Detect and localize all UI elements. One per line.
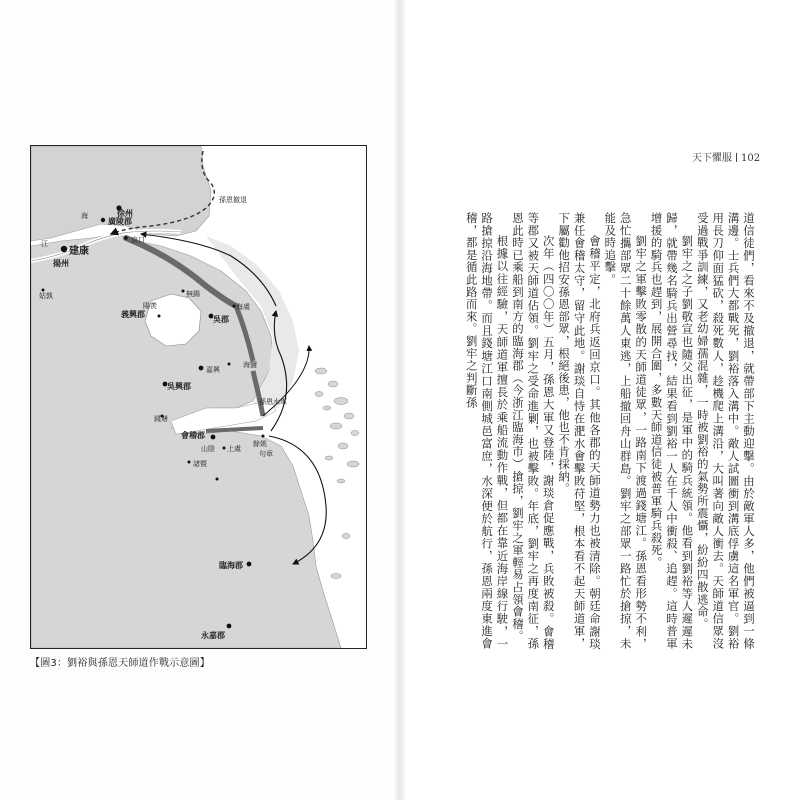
label-yixing-jun: 義興郡 <box>121 310 145 319</box>
label-zhuji: 諸暨 <box>193 460 207 468</box>
paragraph-2: 劉牢之之子劉敬宣也隨父出征，是軍中的騎兵統領。他看到劉裕等人遲遲未歸，就帶幾名騎兵出營尋找，結果看到劉裕一人在千人中衝殺、追趕。這時普軍增援的騎兵也趕到，展開合圍，多數天師道信徒被普軍騎兵殺死。 <box>649 212 695 650</box>
paragraph-1: 道信徒們，看來不及撤退，就帶部下主動迎擊。由於敵軍人多，他們被逼到一條溝邊。士兵們大都戰死，劉裕落入溝中。敵人試圖衝到溝底俘虜這名軍官。劉裕用長刀仰面猛砍，殺死數人，趁機爬上溝沿，大叫著向敵人衝去。天師道信眾沒受過戰爭訓練，又老幼婦孺混雜，一時被劉裕的氣勢所震懾，紛紛四散逃命。 <box>695 212 756 650</box>
paragraph-4: 會稽平定，北府兵返回京口。其他各郡的天師道勢力也被清除。朝廷命謝琰兼任會稽太守，留守此地。謝琰自恃在淝水會擊敗苻堅，根本看不起天師道軍，下屬勸他招安孫恩部眾，根絕後患，他也不肯採納。 <box>557 212 602 650</box>
page-number: 102 <box>741 153 761 164</box>
map-illustration <box>31 146 366 648</box>
book-gutter <box>395 0 405 800</box>
label-yixing: 陽羨 <box>143 302 157 310</box>
label-yangzhou: 揚州 <box>53 259 69 268</box>
label-jiankang: 建康 <box>69 246 89 257</box>
battle-map <box>30 145 367 649</box>
label-linhai: 臨海郡 <box>219 561 243 570</box>
label-yuyao: 餘姚 <box>253 440 267 448</box>
running-head-separator <box>736 153 737 162</box>
label-jiaxing: 嘉興 <box>206 366 220 374</box>
label-sun-retreat: 孫恩撤退 <box>219 196 247 204</box>
label-haiyan: 海鹽 <box>243 361 257 369</box>
label-guangling: 廣陵郡 <box>108 217 132 226</box>
label-qiantang: 錢塘 <box>154 415 168 423</box>
label-sea: 海 <box>81 212 88 220</box>
label-kuaiji: 會稽郡 <box>181 431 205 440</box>
running-head-title: 天下懼服 <box>692 153 732 164</box>
body-text <box>456 212 756 650</box>
label-wuxing: 吳興郡 <box>167 382 191 391</box>
label-wuxi: 無錫 <box>186 290 200 298</box>
label-river-mouth: 江 <box>41 240 48 248</box>
paragraph-6: 根據以往經驗，天師道軍擅長於乘船流動作戰，但都在靠近海岸線行駛，一路搶掠沿海地帶。而且錢塘江口南側城邑富庶，水深便於航行，孫恩兩度東進會稽，都是循此路而來。劉牢之判斷孫 <box>464 212 510 650</box>
label-sun-army: 孫恩水軍 <box>259 398 287 406</box>
label-jujang: 句章 <box>259 450 273 458</box>
map-caption: 【圖3：劉裕與孫恩天師道作戰示意圖】 <box>30 658 210 669</box>
paragraph-3: 劉牢之軍擊敗零散的天師道徒眾，一路南下渡過錢塘江。孫恩看形勢不利，急忙攜部眾二十餘萬人東逃，上船撤回舟山群島。劉牢之部眾一路忙於搶掠，未能及時追擊。 <box>603 212 649 650</box>
label-gushu: 姑孰 <box>39 292 53 300</box>
label-haiyu: 海虞 <box>236 303 250 311</box>
label-wujun: 吳郡 <box>213 315 229 324</box>
label-jingkou: 京口 <box>131 236 145 244</box>
label-shanyin: 山陰 <box>201 445 215 453</box>
label-shangyu: 上虞 <box>227 445 241 453</box>
label-yongjia: 永嘉郡 <box>201 631 225 640</box>
running-head <box>692 149 760 164</box>
label-xuzhou: 徐州 <box>117 209 133 218</box>
paragraph-5: 次年（四〇〇年）五月，孫恩大軍又登陸，謝琰倉促應戰，兵敗被殺。會稽等郡又被天師道佔領。劉牢之受命進剿，也被擊敗。年底，劉牢之再度南征，孫恩此時已乘船到南方的臨海郡（今浙江臨海市）搶掠，劉牢之軍輕易占領會稽。 <box>510 212 556 650</box>
